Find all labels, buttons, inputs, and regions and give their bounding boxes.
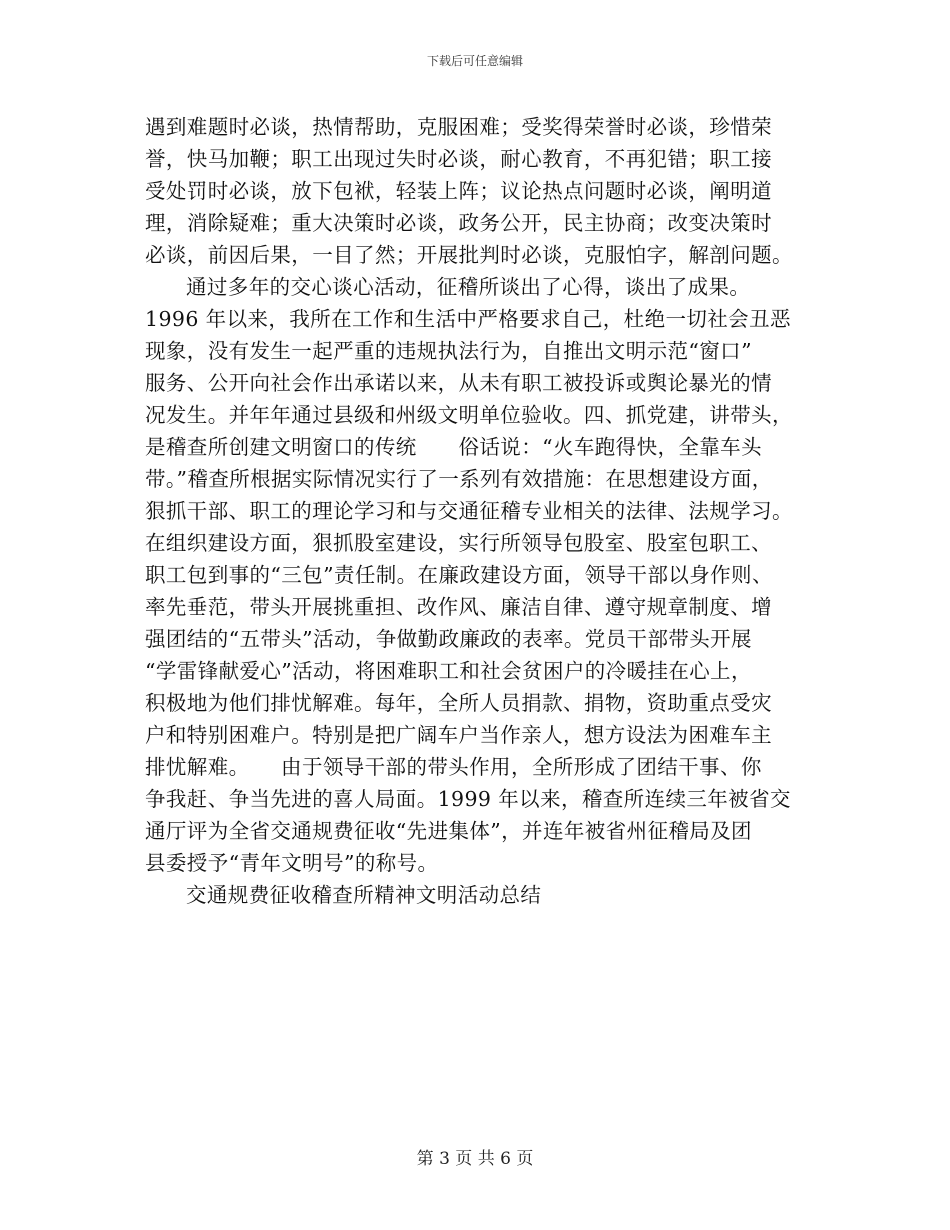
text-line-20: 户和特别困难户。特别是把广阔车户当作亲人，想方设法为困难车主: [145, 723, 772, 747]
text-line-4: 理，消除疑难；重大决策时必谈，政务公开，民主协商；改变决策时: [145, 211, 772, 235]
text-line-17: 强团结的“五带头”活动，争做勤政廉政的表率。党员干部带头开展: [145, 627, 752, 651]
text-line-10: 况发生。并年年通过县级和州级文明单位验收。四、抓党建，讲带头，: [145, 403, 793, 427]
text-line-12: 带。”稽查所根据实际情况实行了一系列有效措施：在思想建设方面，: [145, 467, 773, 491]
text-line-16: 率先垂范，带头开展挑重担、改作风、廉洁自律、遵守规章制度、增: [145, 595, 772, 619]
text-line-23: 通厅评为全省交通规费征收“先进集体”，并连年被省州征稽局及团: [145, 819, 752, 843]
text-line-13: 狠抓干部、职工的理论学习和与交通征稽专业相关的法律、法规学习。: [145, 499, 793, 523]
text-line-21: 排忧解难。 由于领导干部的带头作用，全所形成了团结干事、你: [145, 755, 762, 779]
text-line-11: 是稽查所创建文明窗口的传统 俗话说：“火车跑得快，全靠车头: [145, 435, 762, 459]
text-line-3: 受处罚时必谈，放下包袱，轻装上阵；议论热点问题时必谈，阐明道: [145, 179, 772, 203]
text-line-1: 遇到难题时必谈，热情帮助，克服困难；受奖得荣誉时必谈，珍惜荣: [145, 115, 772, 139]
page-footer: 第 3 页 共 6 页: [416, 1149, 534, 1169]
page-header: 下载后可任意编辑: [426, 54, 523, 68]
text-line-15: 职工包到事的“三包”责任制。在廉政建设方面，领导干部以身作则、: [145, 563, 773, 587]
text-line-25: 交通规费征收稽查所精神文明活动总结: [186, 883, 542, 907]
text-line-2: 誉，快马加鞭；职工出现过失时必谈，耐心教育，不再犯错；职工接: [145, 147, 772, 171]
text-line-5: 必谈，前因后果，一目了然；开展批判时必谈，克服怕字，解剖问题。: [145, 243, 793, 267]
text-line-14: 在组织建设方面，狠抓股室建设，实行所领导包股室、股室包职工、: [145, 531, 772, 555]
text-line-9: 服务、公开向社会作出承诺以来，从未有职工被投诉或舆论暴光的情: [145, 371, 772, 395]
text-line-7: 1996 年以来，我所在工作和生活中严格要求自己，杜绝一切社会丑恶: [145, 307, 791, 331]
text-line-6: 通过多年的交心谈心活动，征稽所谈出了心得，谈出了成果。: [186, 275, 751, 299]
text-line-24: 县委授予“青年文明号”的称号。: [145, 851, 439, 875]
text-line-18: “学雷锋献爱心”活动，将困难职工和社会贫困户的冷暖挂在心上，: [145, 659, 752, 683]
text-line-22: 争我赶、争当先进的喜人局面。1999 年以来，稽查所连续三年被省交: [145, 787, 791, 811]
text-line-8: 现象，没有发生一起严重的违规执法行为，自推出文明示范“窗口”: [145, 339, 752, 363]
document-body: [145, 111, 815, 911]
text-line-19: 积极地为他们排忧解难。每年，全所人员捐款、捐物，资助重点受灾: [145, 691, 772, 715]
